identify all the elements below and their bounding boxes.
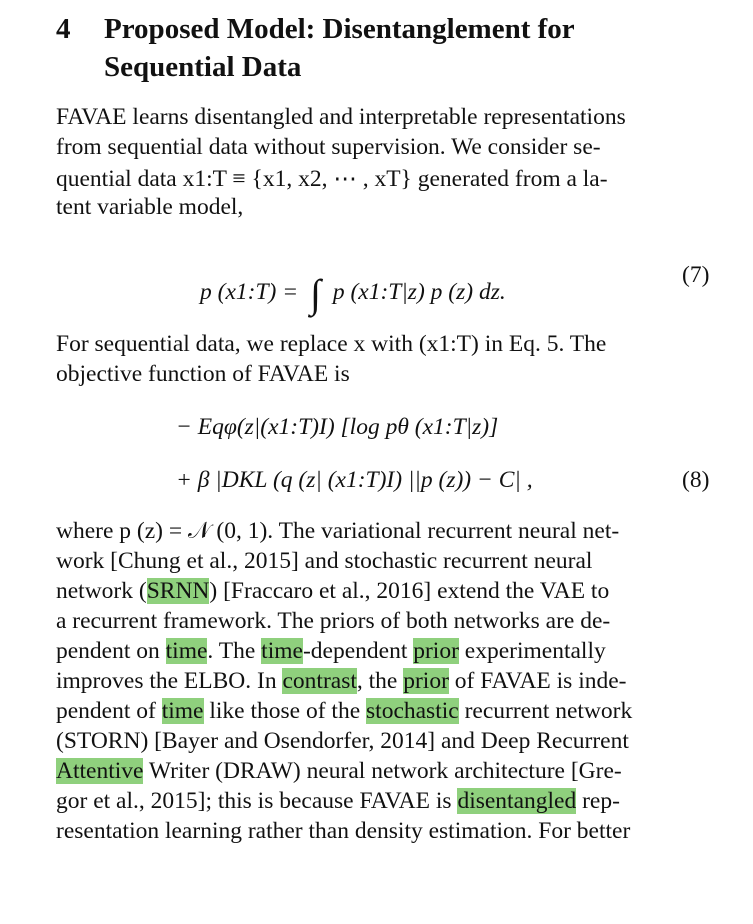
highlighted-word: prior	[413, 638, 459, 664]
p1-line-2: from sequential data without supervision. We consider se-	[56, 134, 601, 160]
p3-line-3: network (SRNN) [Fraccaro et al., 2016] extend the VAE to	[56, 578, 610, 604]
p1-line-1: FAVAE learns disentangled and interpretable representations	[56, 104, 626, 130]
highlighted-word: SRNN	[146, 578, 210, 604]
p2-line-1: For sequential data, we replace x with (x1:T) in Eq. 5. The	[56, 331, 607, 357]
p1-line-3: quential data x1:T ≡ {x1, x2, ⋯ , xT} generated from a la-	[56, 166, 608, 192]
eq7-rhs: p (x1:T|z) p (z) dz.	[332, 279, 506, 305]
p2-line-2: objective function of FAVAE is	[56, 361, 350, 387]
p3-line-11: resentation learning rather than density estimation. For better	[56, 818, 631, 844]
highlighted-word: contrast	[282, 668, 357, 694]
p3-line-2: work [Chung et al., 2015] and stochastic recurrent neural	[56, 548, 593, 574]
p3-line-10: gor et al., 2015]; this is because FAVAE is disentangled rep-	[56, 788, 620, 814]
p3-line-8: (STORN) [Bayer and Osendorfer, 2014] and Deep Recurrent	[56, 728, 629, 754]
p3-line-6: improves the ELBO. In contrast, the prior of FAVAE is inde-	[56, 668, 627, 694]
equation-8-line-1: − Eqφ(z|(x1:T)I) [log pθ (x1:T|z)]	[176, 414, 499, 440]
equation-8-line-2: + β |DKL (q (z| (x1:T)I) ||p (z)) − C| ,	[176, 467, 533, 493]
highlighted-word: stochastic	[366, 698, 459, 724]
integral-sign: ∫	[309, 271, 321, 316]
p3-line-4: a recurrent framework. The priors of both networks are de-	[56, 608, 611, 634]
highlighted-word: time	[261, 638, 303, 664]
p3-line-1: where p (z) = 𝒩 (0, 1). The variational recurrent neural net-	[56, 518, 620, 544]
p3-line-9: Attentive Writer (DRAW) neural network architecture [Gre-	[56, 758, 622, 784]
highlighted-word: disentangled	[457, 788, 577, 814]
section-heading	[56, 10, 736, 86]
section-title-line2: Sequential Data	[104, 51, 302, 83]
equation-7-number: (7)	[682, 262, 710, 288]
highlighted-word: prior	[403, 668, 449, 694]
p3-line-7: pendent of time like those of the stochastic recurrent network	[56, 698, 633, 724]
p3-line-5: pendent on time. The time-dependent prior experimentally	[56, 638, 606, 664]
section-number: 4	[56, 13, 71, 45]
p1-line-4: tent variable model,	[56, 194, 244, 220]
section-title-line1: Proposed Model: Disentanglement for	[104, 13, 575, 45]
highlighted-word: Attentive	[56, 758, 144, 784]
highlighted-word: time	[161, 698, 204, 724]
highlighted-word: time	[165, 638, 208, 664]
equation-8-number: (8)	[682, 467, 710, 493]
equation-7	[200, 262, 506, 316]
eq7-lhs: p (x1:T) =	[200, 279, 299, 305]
